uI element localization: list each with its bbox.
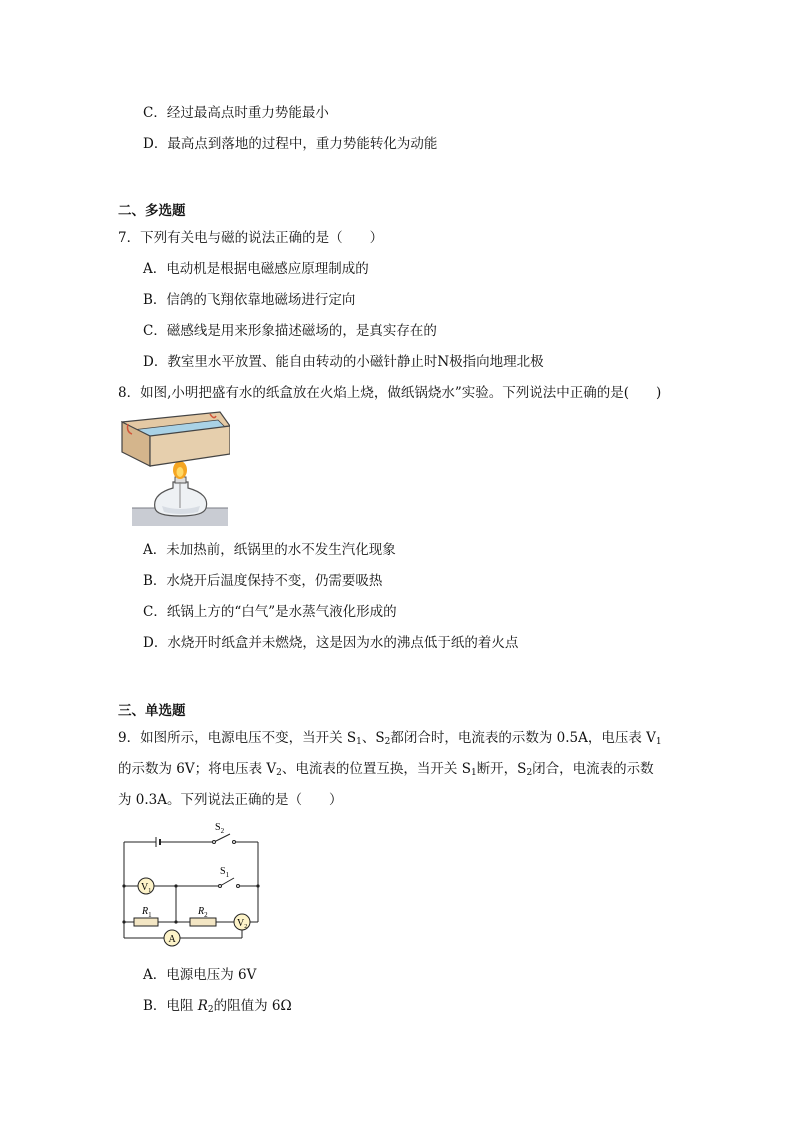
subscript: 1 bbox=[655, 737, 662, 747]
subscript: 1 bbox=[356, 737, 362, 747]
q7-option-b bbox=[143, 291, 355, 309]
q8-option-c bbox=[143, 603, 397, 621]
option-text: 经过最高点时重力势能最小 bbox=[166, 105, 329, 121]
q6-option-c bbox=[143, 104, 329, 122]
option-text: 未加热前，纸锅里的水不发生汽化现象 bbox=[166, 542, 396, 558]
stem-text: 9．如图所示，电源电压不变，当开关 S bbox=[118, 730, 357, 746]
stem-text: 、电流表的位置互换，当开关 S bbox=[281, 761, 471, 777]
subscript: 2 bbox=[276, 768, 282, 778]
option-label: B． bbox=[143, 998, 167, 1014]
flame-icon bbox=[173, 461, 187, 479]
section-title-multiple-choice: 二、多选题 bbox=[118, 203, 186, 219]
option-label: C． bbox=[143, 105, 167, 121]
option-label: C． bbox=[143, 323, 167, 339]
resistor-r2 bbox=[190, 918, 216, 926]
option-label: B． bbox=[143, 292, 167, 308]
stem-text: 断开，S bbox=[476, 761, 527, 777]
option-text: 电动机是根据电磁感应原理制成的 bbox=[166, 261, 369, 277]
paper-pot-burner-figure bbox=[118, 408, 230, 528]
circuit-diagram bbox=[118, 818, 268, 948]
subscript: 2 bbox=[526, 768, 533, 778]
stem-text: 、S bbox=[361, 730, 385, 746]
label-r1: $R_1$ bbox=[142, 906, 152, 919]
q7-option-d bbox=[143, 353, 544, 371]
option-text: 的阻值为 6Ω bbox=[213, 998, 292, 1014]
label-v1: $V_1$ bbox=[141, 882, 152, 894]
option-label: D． bbox=[143, 136, 168, 152]
q7-stem: 7．下列有关电与磁的说法正确的是（ ） bbox=[118, 230, 384, 246]
option-text: 水烧开后温度保持不变，仍需要吸热 bbox=[166, 573, 383, 589]
label-s2: $S_2$ bbox=[215, 822, 225, 835]
subscript: 2 bbox=[207, 1005, 214, 1015]
stem-text: 闭合，电流表的示数 bbox=[532, 761, 654, 777]
option-label: D． bbox=[143, 354, 168, 370]
q9-option-a bbox=[143, 966, 256, 984]
option-text: 教室里水平放置、能自由转动的小磁针静止时N极指向地理北极 bbox=[167, 354, 544, 370]
symbol-r: R bbox=[197, 998, 208, 1014]
option-text: 电阻 bbox=[166, 998, 198, 1014]
alcohol-lamp bbox=[155, 477, 207, 516]
option-text: 磁感线是用来形象描述磁场的，是真实存在的 bbox=[166, 323, 437, 339]
option-label: C． bbox=[143, 604, 167, 620]
option-label: A． bbox=[143, 261, 167, 277]
q8-option-d bbox=[143, 634, 518, 652]
subscript: 1 bbox=[470, 768, 477, 778]
option-label: D． bbox=[143, 635, 168, 651]
option-label: A． bbox=[143, 542, 167, 558]
stem-text: 的示数为 6V；将电压表 V bbox=[118, 761, 277, 777]
option-text: 水烧开时纸盒并未燃烧，这是因为水的沸点低于纸的着火点 bbox=[167, 635, 519, 651]
option-text: 最高点到落地的过程中，重力势能转化为动能 bbox=[167, 136, 438, 152]
q8-option-b bbox=[143, 572, 382, 590]
option-label: B． bbox=[143, 573, 167, 589]
q7-option-a bbox=[143, 260, 369, 278]
label-s1: $S_1$ bbox=[220, 866, 230, 879]
option-text: 电源电压为 6V bbox=[166, 967, 257, 983]
q8-stem: 8．如图,小明把盛有水的纸盒放在火焰上烧，做纸锅烧水”实验。下列说法中正确的是( ) bbox=[118, 385, 662, 401]
q9-stem-line-2 bbox=[118, 760, 654, 782]
q9-option-b bbox=[143, 997, 292, 1019]
q8-option-a bbox=[143, 541, 396, 559]
label-v2: $V_2$ bbox=[237, 918, 248, 930]
switch-s2 bbox=[214, 834, 230, 842]
option-label: A． bbox=[143, 967, 167, 983]
q6-option-d bbox=[143, 135, 437, 153]
switch-s1 bbox=[220, 878, 234, 886]
section-title-single-choice: 三、单选题 bbox=[118, 703, 186, 719]
resistor-r1 bbox=[134, 918, 158, 926]
option-text: 纸锅上方的“白气”是水蒸气液化形成的 bbox=[166, 604, 397, 620]
q7-option-c bbox=[143, 322, 437, 340]
label-r2: $R_2$ bbox=[198, 906, 208, 919]
stem-text: 都闭合时，电流表的示数为 0.5A，电压表 V bbox=[390, 730, 656, 746]
paper-box bbox=[122, 412, 230, 466]
q9-stem-line-1 bbox=[118, 729, 662, 751]
subscript: 2 bbox=[384, 737, 391, 747]
q9-stem-line-3: 为 0.3A。下列说法正确的是（ ） bbox=[118, 792, 343, 808]
label-ammeter: A bbox=[168, 934, 176, 945]
option-text: 信鸽的飞翔依靠地磁场进行定向 bbox=[166, 292, 356, 308]
